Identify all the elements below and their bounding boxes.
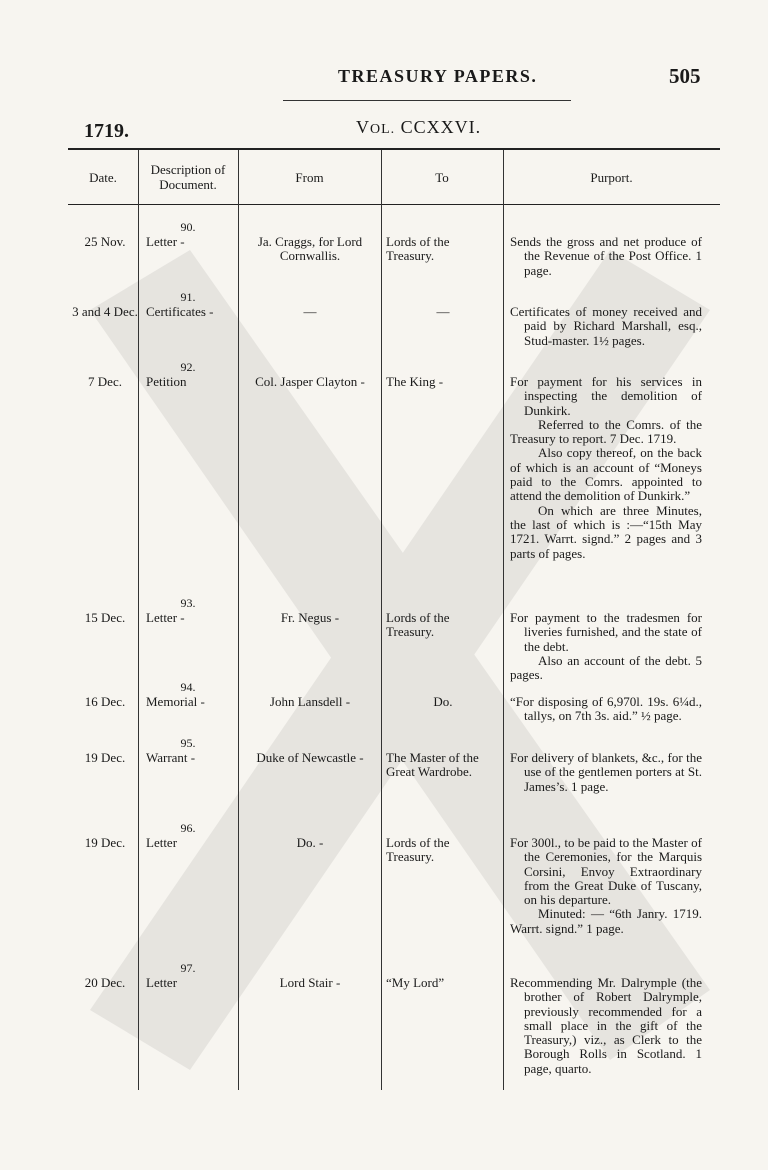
purport-paragraph: For payment to the tradesmen for liveries furnished, and the state of the debt. bbox=[510, 610, 702, 654]
entry-date: 25 Nov. bbox=[84, 234, 126, 249]
entry-date: 19 Dec. bbox=[84, 750, 126, 765]
entry-to: Lords of the Treasury. bbox=[386, 835, 450, 865]
entry-to: The Master of the Great Wardrobe. bbox=[386, 750, 479, 780]
purport-paragraph: Also an account of the debt. 5 pages. bbox=[510, 652, 702, 683]
entry-description: Letter - bbox=[146, 234, 185, 249]
entry-from: John Lansdell - bbox=[269, 694, 351, 709]
entry-date: 19 Dec. bbox=[84, 835, 126, 850]
entry-to: Lords of the Treasury. bbox=[386, 610, 450, 640]
entry-number: 96. bbox=[180, 821, 196, 835]
column-divider bbox=[238, 150, 239, 1090]
entry-from: Do. - bbox=[296, 835, 324, 850]
table-header-rule bbox=[68, 204, 720, 205]
purport-paragraph: Also copy thereof, on the back of which is an account of “Moneys paid to the Comrs. appointed to attend the demolition of Dunkirk.” bbox=[510, 445, 702, 504]
entry-purport bbox=[510, 305, 702, 348]
entry-purport bbox=[510, 836, 702, 936]
entry-number: 92. bbox=[180, 360, 196, 374]
entry-purport bbox=[510, 976, 702, 1076]
entry-to: Do. bbox=[433, 694, 453, 709]
column-divider bbox=[138, 150, 139, 1090]
entry-number: 95. bbox=[180, 736, 196, 750]
purport-paragraph: Minuted: — “6th Janry. 1719. Warrt. signd.” 1 page. bbox=[510, 906, 702, 936]
entry-description: Memorial - bbox=[146, 694, 205, 709]
year-label: 1719. bbox=[84, 120, 129, 142]
entry-number: 93. bbox=[180, 596, 196, 610]
column-header-description: Description of Document. bbox=[150, 162, 226, 192]
entry-from: Col. Jasper Clayton - bbox=[255, 374, 365, 389]
entry-from: Ja. Craggs, for Lord Cornwallis. bbox=[257, 234, 363, 264]
volume-label: VOL. CCXXVI. bbox=[356, 117, 482, 137]
entry-description: Letter bbox=[146, 835, 178, 850]
purport-paragraph: For delivery of blankets, &c., for the use of the gentlemen porters at St. James’s. 1 page. bbox=[510, 750, 702, 794]
entry-description: Certificates - bbox=[146, 304, 214, 319]
entry-purport bbox=[510, 375, 702, 561]
entry-purport bbox=[510, 695, 702, 724]
entry-date: 3 and 4 Dec. bbox=[72, 304, 138, 319]
entry-number: 91. bbox=[180, 290, 196, 304]
purport-paragraph: Recommending Mr. Dalrymple (the brother of Robert Dalrymple, previously recommended for a small place in the gift of the Treasury,) viz., as Clerk to the Borough Rolls in Scotland. 1 page, quarto. bbox=[510, 975, 702, 1076]
column-divider bbox=[381, 150, 382, 1090]
entry-purport bbox=[510, 611, 702, 682]
purport-paragraph: For 300l., to be paid to the Master of the Ceremonies, for the Marquis Corsini, Envoy Extraordinary from the Great Duke of Tuscany, on his departure. bbox=[510, 835, 702, 908]
entry-to: — bbox=[436, 304, 450, 319]
entry-from: Fr. Negus - bbox=[280, 610, 340, 625]
entry-to: The King - bbox=[386, 374, 444, 389]
purport-paragraph: Certificates of money received and paid by Richard Marshall, esq., Stud-master. 1½ pages. bbox=[510, 304, 702, 348]
purport-paragraph: Referred to the Comrs. of the Treasury to report. 7 Dec. 1719. bbox=[510, 416, 702, 447]
entry-description: Warrant - bbox=[146, 750, 196, 765]
entry-purport bbox=[510, 235, 702, 278]
entry-to: Lords of the Treasury. bbox=[386, 234, 450, 264]
entry-date: 7 Dec. bbox=[88, 374, 122, 389]
entry-description: Letter - bbox=[146, 610, 185, 625]
entry-date: 16 Dec. bbox=[84, 694, 126, 709]
entry-description: Letter bbox=[146, 975, 178, 990]
purport-paragraph: For payment for his services in inspecting the demolition of Dunkirk. bbox=[510, 374, 702, 418]
entry-date: 20 Dec. bbox=[84, 975, 126, 990]
entry-from: — bbox=[303, 304, 317, 319]
purport-paragraph: Sends the gross and net produce of the Revenue of the Post Office. 1 page. bbox=[510, 234, 702, 278]
entry-number: 90. bbox=[180, 220, 196, 234]
entry-description: Petition bbox=[146, 374, 187, 389]
entry-number: 94. bbox=[180, 680, 196, 694]
entry-to: “My Lord” bbox=[386, 975, 445, 990]
running-head bbox=[0, 66, 768, 96]
entry-date: 15 Dec. bbox=[84, 610, 126, 625]
column-divider bbox=[503, 150, 504, 1090]
page-number: 505 bbox=[669, 64, 701, 88]
head-rule bbox=[283, 100, 571, 101]
entry-from: Lord Stair - bbox=[279, 975, 341, 990]
entry-number: 97. bbox=[180, 961, 196, 975]
entry-from: Duke of Newcastle - bbox=[256, 750, 364, 765]
column-header-to: To bbox=[435, 169, 449, 185]
entry-purport bbox=[510, 751, 702, 794]
column-header-purport: Purport. bbox=[590, 169, 633, 185]
column-header-from: From bbox=[295, 169, 324, 185]
purport-paragraph: “For disposing of 6,970l. 19s. 6¼d., tallys, on 7th 3s. aid.” ½ page. bbox=[510, 694, 702, 724]
running-title: TREASURY PAPERS. bbox=[338, 66, 538, 86]
column-header-date: Date. bbox=[89, 169, 117, 185]
purport-paragraph: On which are three Minutes, the last of which is :—“15th May 1721. Warrt. signd.” 2 pages and 3 parts of pages. bbox=[510, 502, 702, 561]
